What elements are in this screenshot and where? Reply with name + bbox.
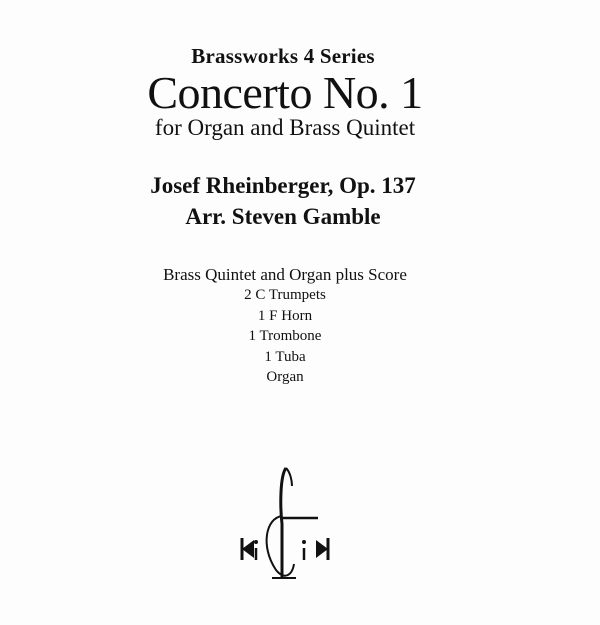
- instrumentation-list: [0, 265, 570, 388]
- instrument-item: 2 C Trumpets: [244, 287, 326, 303]
- instrument-item: 1 Tuba: [264, 348, 306, 365]
- arranger-line: Arr. Steven Gamble: [185, 204, 381, 229]
- instrument-item: Organ: [266, 369, 304, 385]
- instrument-item: 1 F Horn: [257, 307, 313, 324]
- composer-line: Josef Rheinberger, Op. 137: [150, 173, 416, 198]
- page-subtitle: for Organ and Brass Quintet: [154, 115, 416, 140]
- publisher-logo-icon: [236, 466, 336, 586]
- instrument-item: 1 Trombone: [248, 328, 322, 344]
- page-title: Concerto No. 1: [147, 67, 423, 118]
- instrumentation-heading: Brass Quintet and Organ plus Score: [163, 265, 407, 284]
- series-name: Brassworks 4 Series: [191, 44, 375, 68]
